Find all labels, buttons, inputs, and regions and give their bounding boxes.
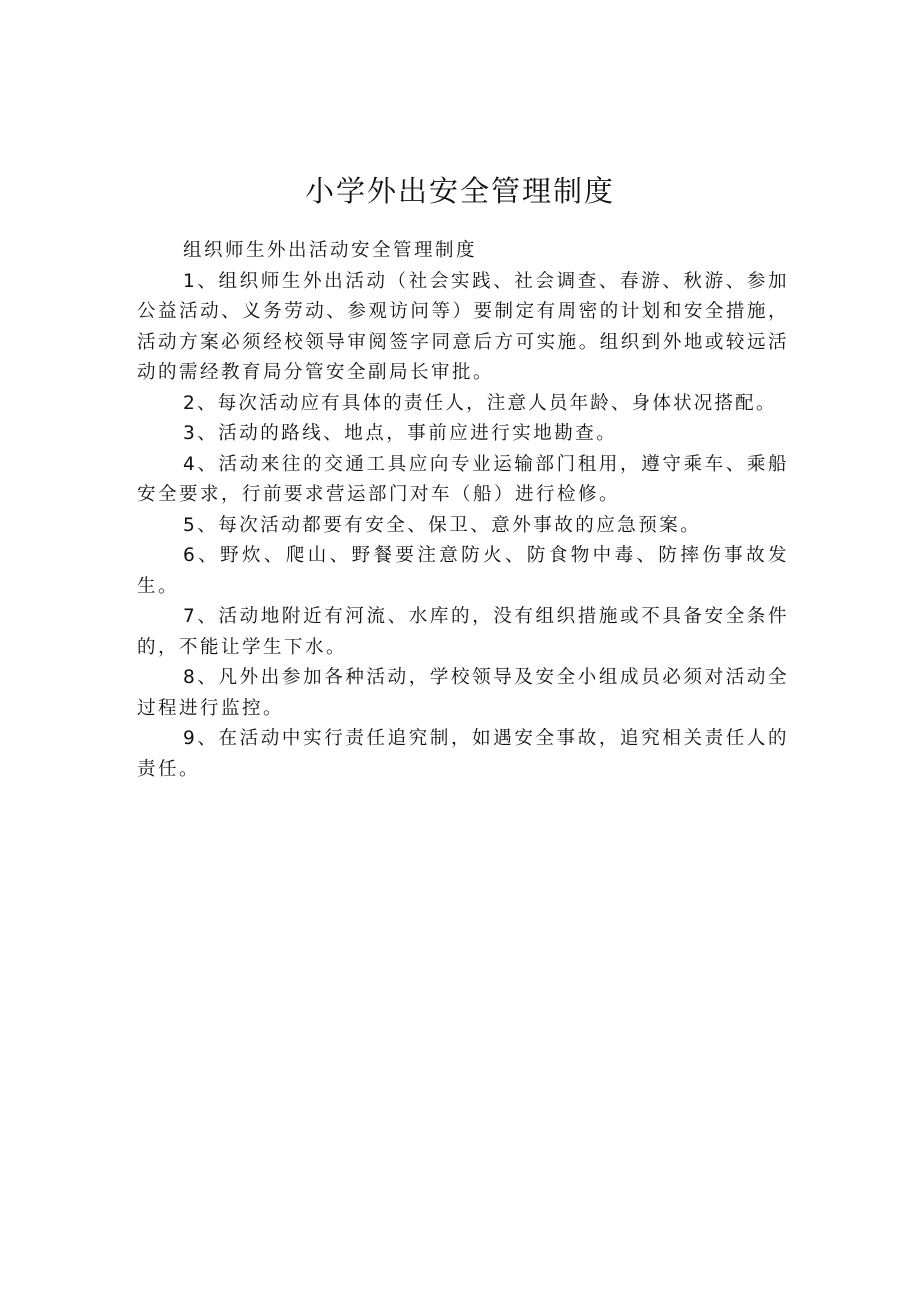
- paragraph-heading: 组织师生外出活动安全管理制度: [183, 240, 478, 261]
- document-title: 小学外出安全管理制度: [304, 174, 615, 208]
- paragraph-item-9: 9、在活动中实行责任追究制，如遇安全事故，追究相关责任人的责任。: [137, 728, 789, 780]
- paragraph-item-8: 8、凡外出参加各种活动，学校领导及安全小组成员必须对活动全过程进行监控。: [137, 667, 789, 719]
- paragraph-item-1: 1、组织师生外出活动（社会实践、社会调查、春游、秋游、参加公益活动、义务劳动、参观访问等）要制定有周密的计划和安全措施，活动方案必须经校领导审阅签字同意后方可实施。组织到外地或较远活动的需经教育局分管安全副局长审批。: [137, 270, 789, 383]
- paragraph-item-7: 7、活动地附近有河流、水库的，没有组织措施或不具备安全条件的，不能让学生下水。: [137, 606, 789, 658]
- paragraph-item-3: 3、活动的路线、地点，事前应进行实地勘查。: [183, 423, 618, 444]
- paragraph-item-4: 4、活动来往的交通工具应向专业运输部门租用，遵守乘车、乘船安全要求，行前要求营运部门对车（船）进行检修。: [137, 453, 789, 505]
- paragraph-item-2: 2、每次活动应有具体的责任人，注意人员年龄、身体状况搭配。: [183, 392, 777, 414]
- paragraph-item-5: 5、每次活动都要有安全、保卫、意外事故的应急预案。: [183, 514, 702, 536]
- document-body: [137, 236, 789, 785]
- paragraph-item-6: 6、野炊、爬山、野餐要注意防火、防食物中毒、防摔伤事故发生。: [137, 545, 789, 597]
